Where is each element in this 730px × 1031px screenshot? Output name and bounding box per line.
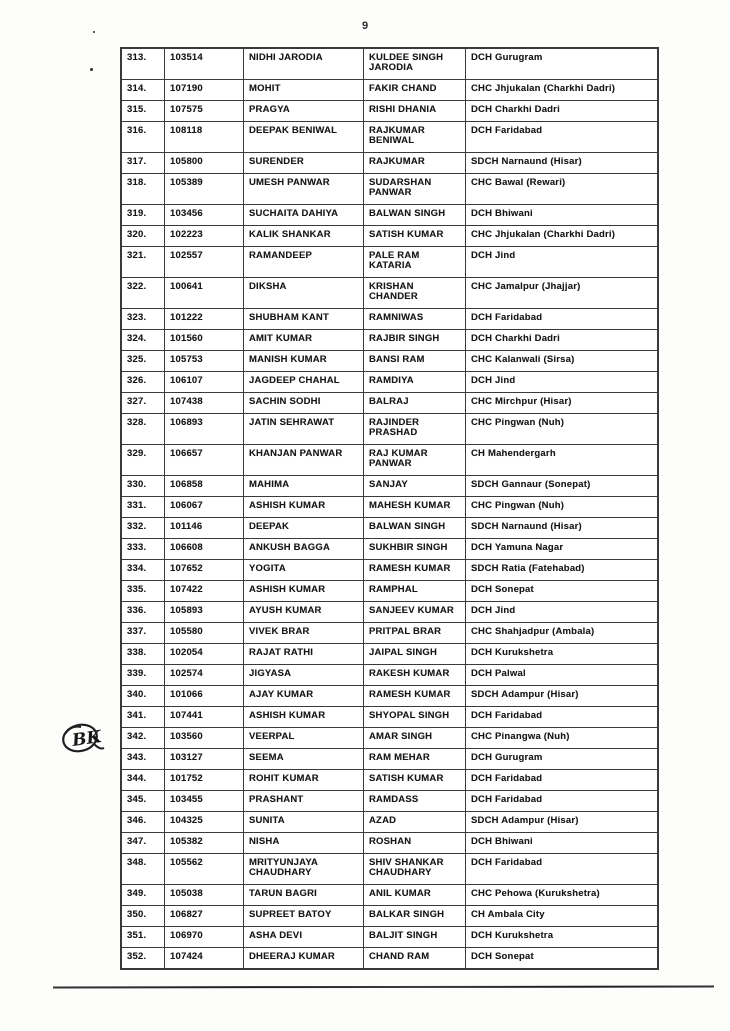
row-serial: 335. (121, 581, 165, 602)
row-name: JIGYASA (244, 665, 364, 686)
row-facility: SDCH Narnaund (Hisar) (466, 518, 659, 539)
table-row (121, 665, 658, 686)
row-serial: 338. (121, 644, 165, 665)
row-facility: SDCH Gannaur (Sonepat) (466, 476, 659, 497)
row-serial: 315. (121, 101, 165, 122)
row-father-name: JAIPAL SINGH (364, 644, 466, 665)
row-name: UMESH PANWAR (244, 174, 364, 205)
row-id: 101560 (165, 330, 244, 351)
row-id: 106107 (165, 372, 244, 393)
row-name: NIDHI JARODIA (244, 48, 364, 80)
row-father-name: SHYOPAL SINGH (364, 707, 466, 728)
row-father-name: KULDEE SINGH JARODIA (364, 48, 466, 80)
row-id: 105893 (165, 602, 244, 623)
table-row (121, 927, 658, 948)
row-serial: 321. (121, 247, 165, 278)
page-number: 9 (362, 20, 369, 32)
row-id: 107438 (165, 393, 244, 414)
row-serial: 345. (121, 791, 165, 812)
row-father-name: RAJINDER PRASHAD (364, 414, 466, 445)
table-row (121, 393, 658, 414)
row-father-name: SUDARSHAN PANWAR (364, 174, 466, 205)
row-name: DEEPAK (244, 518, 364, 539)
row-father-name: RAJ KUMAR PANWAR (364, 445, 466, 476)
table-row (121, 770, 658, 791)
row-name: AJAY KUMAR (244, 686, 364, 707)
row-facility: DCH Sonepat (466, 948, 659, 970)
table-row (121, 445, 658, 476)
row-facility: CHC Bawal (Rewari) (466, 174, 659, 205)
row-serial: 347. (121, 833, 165, 854)
table-row (121, 948, 658, 970)
row-id: 108118 (165, 122, 244, 153)
table-row (121, 623, 658, 644)
row-id: 102557 (165, 247, 244, 278)
row-facility: CHC Pehowa (Kurukshetra) (466, 885, 659, 906)
row-father-name: RAMDIYA (364, 372, 466, 393)
table-row (121, 247, 658, 278)
row-name: KALIK SHANKAR (244, 226, 364, 247)
row-father-name: BALKAR SINGH (364, 906, 466, 927)
row-father-name: BALWAN SINGH (364, 205, 466, 226)
row-name: MAHIMA (244, 476, 364, 497)
row-facility: CHC Shahjadpur (Ambala) (466, 623, 659, 644)
row-father-name: RAMNIWAS (364, 309, 466, 330)
table-row (121, 707, 658, 728)
row-name: ASHISH KUMAR (244, 497, 364, 518)
row-father-name: AZAD (364, 812, 466, 833)
row-facility: CHC Jamalpur (Jhajjar) (466, 278, 659, 309)
row-father-name: RAJKUMAR BENIWAL (364, 122, 466, 153)
row-id: 106067 (165, 497, 244, 518)
row-id: 102223 (165, 226, 244, 247)
row-father-name: RAJKUMAR (364, 153, 466, 174)
row-facility: CHC Jhjukalan (Charkhi Dadri) (466, 226, 659, 247)
row-father-name: SUKHBIR SINGH (364, 539, 466, 560)
row-father-name: KRISHAN CHANDER (364, 278, 466, 309)
row-serial: 327. (121, 393, 165, 414)
row-name: RAJAT RATHI (244, 644, 364, 665)
postings-table (120, 47, 659, 970)
row-facility: CHC Kalanwali (Sirsa) (466, 351, 659, 372)
table-row (121, 414, 658, 445)
row-serial: 313. (121, 48, 165, 80)
row-father-name: BALRAJ (364, 393, 466, 414)
row-father-name: SHIV SHANKAR CHAUDHARY (364, 854, 466, 885)
row-id: 103455 (165, 791, 244, 812)
postings-table-body (121, 48, 658, 969)
scan-artifact-line (53, 986, 714, 989)
table-row (121, 749, 658, 770)
table-row (121, 885, 658, 906)
row-serial: 339. (121, 665, 165, 686)
row-name: VEERPAL (244, 728, 364, 749)
table-row (121, 686, 658, 707)
row-name: SUNITA (244, 812, 364, 833)
row-id: 103456 (165, 205, 244, 226)
row-father-name: BALJIT SINGH (364, 927, 466, 948)
row-id: 105580 (165, 623, 244, 644)
row-name: DIKSHA (244, 278, 364, 309)
row-name: ASHA DEVI (244, 927, 364, 948)
row-id: 105800 (165, 153, 244, 174)
row-serial: 317. (121, 153, 165, 174)
row-id: 105382 (165, 833, 244, 854)
row-serial: 323. (121, 309, 165, 330)
row-father-name: AMAR SINGH (364, 728, 466, 749)
row-id: 100641 (165, 278, 244, 309)
row-facility: SDCH Adampur (Hisar) (466, 686, 659, 707)
row-id: 107575 (165, 101, 244, 122)
row-facility: DCH Faridabad (466, 791, 659, 812)
table-row (121, 833, 658, 854)
row-facility: DCH Charkhi Dadri (466, 330, 659, 351)
row-serial: 348. (121, 854, 165, 885)
row-id: 105753 (165, 351, 244, 372)
row-serial: 329. (121, 445, 165, 476)
row-name: AMIT KUMAR (244, 330, 364, 351)
row-father-name: CHAND RAM (364, 948, 466, 970)
row-facility: DCH Jind (466, 247, 659, 278)
row-serial: 352. (121, 948, 165, 970)
row-id: 107424 (165, 948, 244, 970)
row-name: DHEERAJ KUMAR (244, 948, 364, 970)
row-facility: SDCH Narnaund (Hisar) (466, 153, 659, 174)
row-serial: 349. (121, 885, 165, 906)
row-facility: DCH Jind (466, 602, 659, 623)
row-facility: DCH Faridabad (466, 122, 659, 153)
row-father-name: RAMESH KUMAR (364, 560, 466, 581)
row-name: KHANJAN PANWAR (244, 445, 364, 476)
row-serial: 351. (121, 927, 165, 948)
row-father-name: SATISH KUMAR (364, 770, 466, 791)
row-father-name: BANSI RAM (364, 351, 466, 372)
row-facility: DCH Faridabad (466, 770, 659, 791)
table-row (121, 791, 658, 812)
row-id: 103514 (165, 48, 244, 80)
handwritten-initials-mark (56, 714, 112, 766)
row-facility: DCH Sonepat (466, 581, 659, 602)
row-id: 106827 (165, 906, 244, 927)
row-serial: 341. (121, 707, 165, 728)
row-facility: DCH Charkhi Dadri (466, 101, 659, 122)
table-row (121, 351, 658, 372)
row-id: 105562 (165, 854, 244, 885)
table-row (121, 153, 658, 174)
table-row (121, 80, 658, 101)
row-serial: 350. (121, 906, 165, 927)
row-serial: 336. (121, 602, 165, 623)
row-serial: 316. (121, 122, 165, 153)
row-father-name: RISHI DHANIA (364, 101, 466, 122)
table-row (121, 309, 658, 330)
row-father-name: SANJAY (364, 476, 466, 497)
row-id: 107441 (165, 707, 244, 728)
row-father-name: RAKESH KUMAR (364, 665, 466, 686)
row-id: 103560 (165, 728, 244, 749)
row-serial: 319. (121, 205, 165, 226)
row-facility: CHC Jhjukalan (Charkhi Dadri) (466, 80, 659, 101)
row-name: NISHA (244, 833, 364, 854)
row-father-name: RAM MEHAR (364, 749, 466, 770)
row-facility: DCH Bhiwani (466, 833, 659, 854)
row-id: 107190 (165, 80, 244, 101)
row-father-name: RAMESH KUMAR (364, 686, 466, 707)
row-serial: 325. (121, 351, 165, 372)
row-facility: CHC Mirchpur (Hisar) (466, 393, 659, 414)
table-row (121, 278, 658, 309)
row-serial: 328. (121, 414, 165, 445)
row-name: JATIN SEHRAWAT (244, 414, 364, 445)
row-serial: 322. (121, 278, 165, 309)
row-id: 105389 (165, 174, 244, 205)
row-facility: CHC Pingwan (Nuh) (466, 497, 659, 518)
table-row (121, 174, 658, 205)
row-name: DEEPAK BENIWAL (244, 122, 364, 153)
row-name: SURENDER (244, 153, 364, 174)
row-id: 102054 (165, 644, 244, 665)
row-facility: DCH Kurukshetra (466, 644, 659, 665)
row-name: JAGDEEP CHAHAL (244, 372, 364, 393)
row-id: 102574 (165, 665, 244, 686)
row-father-name: BALWAN SINGH (364, 518, 466, 539)
row-name: SACHIN SODHI (244, 393, 364, 414)
row-facility: DCH Gurugram (466, 749, 659, 770)
row-facility: CH Ambala City (466, 906, 659, 927)
row-name: YOGITA (244, 560, 364, 581)
row-name: MOHIT (244, 80, 364, 101)
row-name: ASHISH KUMAR (244, 707, 364, 728)
row-facility: DCH Bhiwani (466, 205, 659, 226)
row-serial: 324. (121, 330, 165, 351)
row-facility: CHC Pingwan (Nuh) (466, 414, 659, 445)
row-facility: DCH Palwal (466, 665, 659, 686)
row-id: 106657 (165, 445, 244, 476)
row-id: 104325 (165, 812, 244, 833)
row-id: 107652 (165, 560, 244, 581)
table-row (121, 602, 658, 623)
row-name: SUCHAITA DAHIYA (244, 205, 364, 226)
table-row (121, 854, 658, 885)
row-facility: DCH Jind (466, 372, 659, 393)
row-father-name: RAMDASS (364, 791, 466, 812)
row-id: 103127 (165, 749, 244, 770)
row-name: ASHISH KUMAR (244, 581, 364, 602)
table-row (121, 372, 658, 393)
table-row (121, 728, 658, 749)
table-row (121, 812, 658, 833)
row-id: 101146 (165, 518, 244, 539)
row-name: AYUSH KUMAR (244, 602, 364, 623)
row-facility: CH Mahendergarh (466, 445, 659, 476)
row-facility: DCH Faridabad (466, 854, 659, 885)
table-row (121, 518, 658, 539)
row-father-name: FAKIR CHAND (364, 80, 466, 101)
row-name: SHUBHAM KANT (244, 309, 364, 330)
row-id: 106970 (165, 927, 244, 948)
row-father-name: SATISH KUMAR (364, 226, 466, 247)
row-name: PRASHANT (244, 791, 364, 812)
row-facility: SDCH Ratia (Fatehabad) (466, 560, 659, 581)
row-father-name: SANJEEV KUMAR (364, 602, 466, 623)
table-row (121, 497, 658, 518)
row-name: RAMANDEEP (244, 247, 364, 278)
row-name: MANISH KUMAR (244, 351, 364, 372)
row-serial: 343. (121, 749, 165, 770)
table-row (121, 581, 658, 602)
table-row (121, 476, 658, 497)
table-row (121, 48, 658, 80)
row-serial: 330. (121, 476, 165, 497)
row-name: SEEMA (244, 749, 364, 770)
table-row (121, 906, 658, 927)
row-name: PRAGYA (244, 101, 364, 122)
row-serial: 314. (121, 80, 165, 101)
row-id: 107422 (165, 581, 244, 602)
table-row (121, 226, 658, 247)
row-father-name: MAHESH KUMAR (364, 497, 466, 518)
table-row (121, 560, 658, 581)
table-row (121, 205, 658, 226)
row-id: 106608 (165, 539, 244, 560)
table-row (121, 330, 658, 351)
table-row (121, 122, 658, 153)
handwritten-initials-text: BK (70, 727, 103, 751)
row-serial: 342. (121, 728, 165, 749)
row-father-name: RAJBIR SINGH (364, 330, 466, 351)
row-serial: 332. (121, 518, 165, 539)
row-serial: 344. (121, 770, 165, 791)
row-name: SUPREET BATOY (244, 906, 364, 927)
row-serial: 326. (121, 372, 165, 393)
row-id: 106893 (165, 414, 244, 445)
row-serial: 331. (121, 497, 165, 518)
table-row (121, 101, 658, 122)
row-serial: 340. (121, 686, 165, 707)
row-name: VIVEK BRAR (244, 623, 364, 644)
row-serial: 320. (121, 226, 165, 247)
row-father-name: ANIL KUMAR (364, 885, 466, 906)
row-facility: DCH Gurugram (466, 48, 659, 80)
row-father-name: ROSHAN (364, 833, 466, 854)
row-serial: 337. (121, 623, 165, 644)
row-serial: 318. (121, 174, 165, 205)
scan-speck-icon (93, 31, 95, 33)
row-name: MRITYUNJAYA CHAUDHARY (244, 854, 364, 885)
row-id: 106858 (165, 476, 244, 497)
row-father-name: PRITPAL BRAR (364, 623, 466, 644)
row-serial: 346. (121, 812, 165, 833)
row-serial: 334. (121, 560, 165, 581)
row-id: 101752 (165, 770, 244, 791)
row-father-name: PALE RAM KATARIA (364, 247, 466, 278)
row-facility: DCH Yamuna Nagar (466, 539, 659, 560)
table-row (121, 644, 658, 665)
row-name: ANKUSH BAGGA (244, 539, 364, 560)
row-id: 101066 (165, 686, 244, 707)
row-facility: DCH Kurukshetra (466, 927, 659, 948)
row-id: 101222 (165, 309, 244, 330)
row-facility: DCH Faridabad (466, 707, 659, 728)
row-serial: 333. (121, 539, 165, 560)
row-name: ROHIT KUMAR (244, 770, 364, 791)
row-father-name: RAMPHAL (364, 581, 466, 602)
row-id: 105038 (165, 885, 244, 906)
scan-speck-icon (90, 68, 93, 71)
row-facility: DCH Faridabad (466, 309, 659, 330)
row-facility: CHC Pinangwa (Nuh) (466, 728, 659, 749)
table-row (121, 539, 658, 560)
row-facility: SDCH Adampur (Hisar) (466, 812, 659, 833)
row-name: TARUN BAGRI (244, 885, 364, 906)
